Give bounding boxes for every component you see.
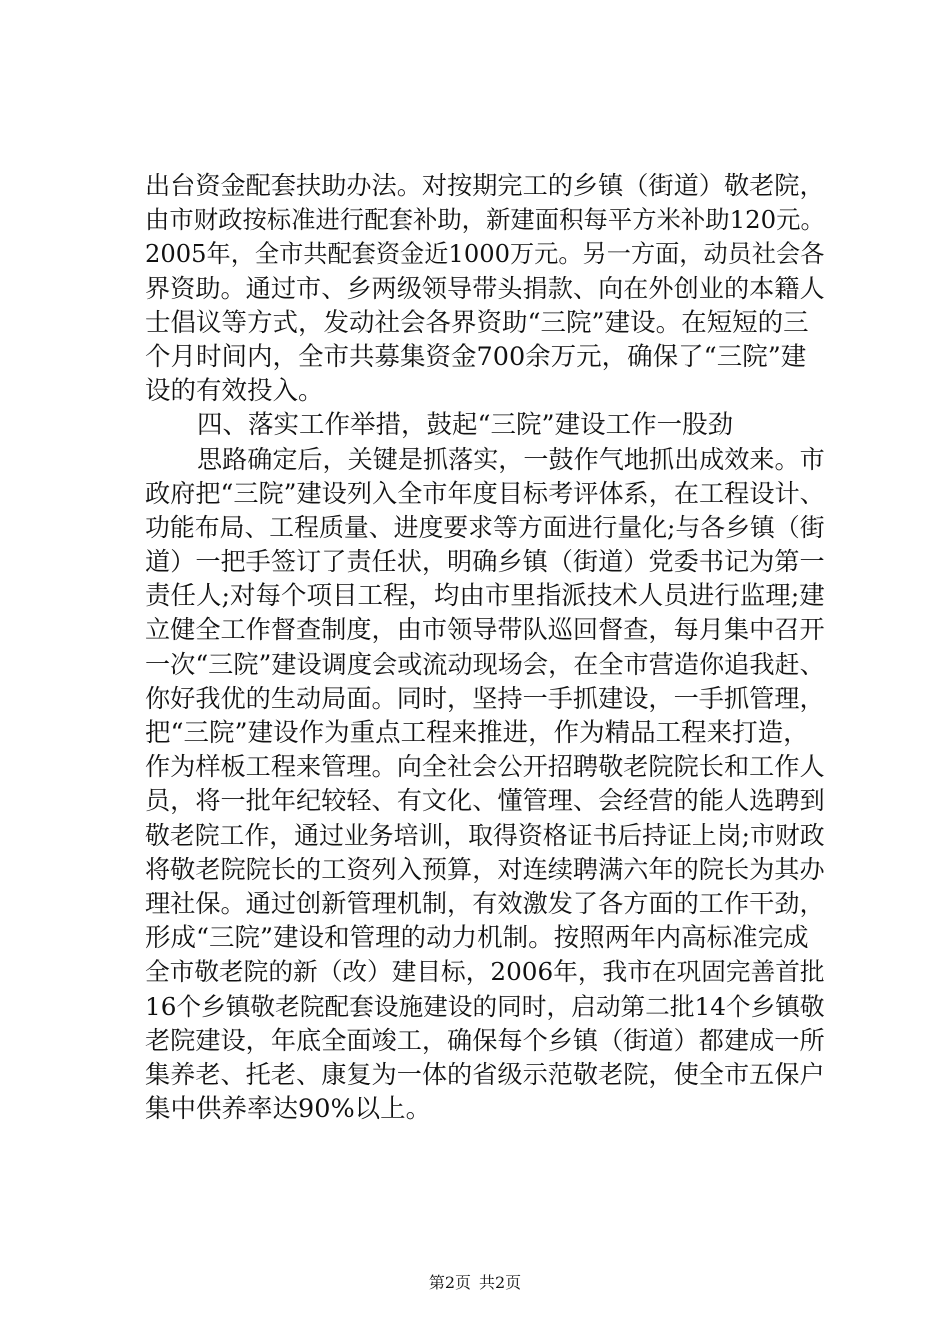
text-line: 思路确定后，关键是抓落实，一鼓作气地抓出成效来。市 <box>197 444 825 474</box>
text-line: 出台资金配套扶助办法。对按期完工的乡镇（街道）敬老院， <box>145 171 825 200</box>
text-line: 你好我优的生动局面。同时，坚持一手抓建设，一手抓管理， <box>145 683 825 713</box>
text-line: 敬老院工作，通过业务培训，取得资格证书后持证上岗;市财政 <box>145 820 825 850</box>
section-heading: 四、落实工作举措，鼓起“三院”建设工作一股劲 <box>197 410 734 441</box>
text-line: 由市财政按标准进行配套补助，新建面积每平方米补助120元。 <box>145 205 825 235</box>
text-line: 功能布局、工程质量、进度要求等方面进行量化;与各乡镇（街 <box>145 512 825 542</box>
text-line: 集养老、托老、康复为一体的省级示范敬老院，使全市五保户 <box>145 1059 825 1089</box>
text-line: 政府把“三院”建设列入全市年度目标考评体系，在工程设计、 <box>145 478 825 508</box>
page-number: 第2页 <box>428 1273 471 1292</box>
text-line: 士倡议等方式，发动社会各界资助“三院”建设。在短短的三 <box>145 307 809 338</box>
text-line: 全市敬老院的新（改）建目标，2006年，我市在巩固完善首批 <box>145 957 825 987</box>
text-line: 形成“三院”建设和管理的动力机制。按照两年内高标准完成 <box>145 923 809 954</box>
text-line: 2005年，全市共配套资金近1000万元。另一方面，动员社会各 <box>145 240 825 269</box>
page-total: 共2页 <box>479 1273 522 1292</box>
text-line: 道）一把手签订了责任状，明确乡镇（街道）党委书记为第一 <box>145 547 825 577</box>
text-line: 设的有效投入。 <box>145 376 324 407</box>
text-line: 员，将一批年纪较轻、有文化、懂管理、会经营的能人选聘到 <box>145 786 825 816</box>
text-line: 理社保。通过创新管理机制，有效激发了各方面的工作干劲， <box>145 888 825 918</box>
text-line: 立健全工作督查制度，由市领导带队巡回督查，每月集中召开 <box>145 615 825 645</box>
text-line: 责任人;对每个项目工程，均由市里指派技术人员进行监理;建 <box>145 581 825 612</box>
text-line: 16个乡镇敬老院配套设施建设的同时，启动第二批14个乡镇敬 <box>145 991 825 1021</box>
text-line: 老院建设，年底全面竣工，确保每个乡镇（街道）都建成一所 <box>145 1025 825 1055</box>
text-line: 把“三院”建设作为重点工程来推进，作为精品工程来打造， <box>145 718 809 748</box>
text-line: 一次“三院”建设调度会或流动现场会，在全市营造你追我赶、 <box>145 649 825 679</box>
text-line: 界资助。通过市、乡两级领导带头捐款、向在外创业的本籍人 <box>145 273 825 303</box>
body-text <box>145 169 825 1126</box>
text-line: 个月时间内，全市共募集资金700余万元，确保了“三院”建 <box>145 341 807 372</box>
text-line: 将敬老院院长的工资列入预算，对连续聘满六年的院长为其办 <box>145 854 825 884</box>
text-line: 作为样板工程来管理。向全社会公开招聘敬老院院长和工作人 <box>145 752 825 782</box>
page-footer <box>0 1273 950 1293</box>
text-line: 集中供养率达90%以上。 <box>145 1094 432 1125</box>
